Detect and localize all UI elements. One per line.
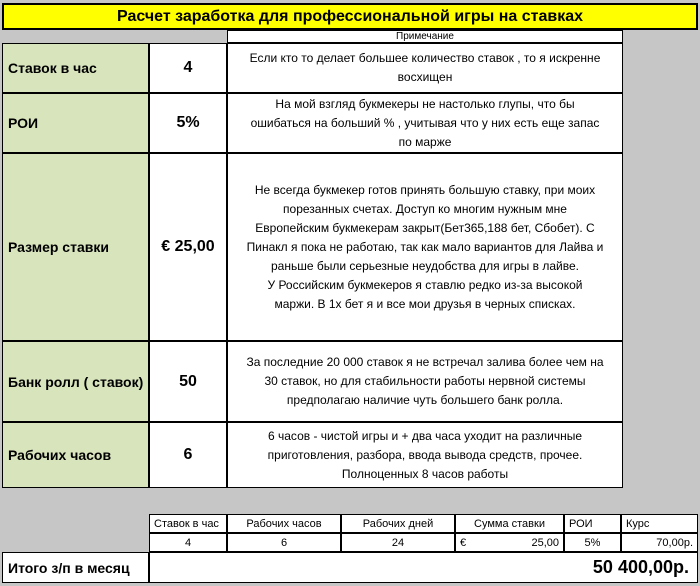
summary-value-stake: 25,00 <box>531 536 559 549</box>
row-value-stake-size: € 25,00 <box>149 153 227 341</box>
row-note-roi <box>227 93 623 153</box>
currency-symbol: € <box>460 536 467 549</box>
total-label: Итого з/п в месяц <box>2 552 149 583</box>
total-value: 50 400,00р. <box>149 552 698 583</box>
summary-header-rate: Курс <box>621 514 698 533</box>
row-value-roi: 5% <box>149 93 227 153</box>
note-line: У Российским букмекеров я ставлю редко из-за высокой <box>267 277 583 292</box>
note-line: порезанных счетах. Доступ ко многим нужным мне <box>283 201 567 216</box>
note-line: За последние 20 000 ставок я не встречал залива более чем на <box>246 355 604 369</box>
note-line: 30 ставок, но для стабильности работы нервной системы <box>264 374 586 388</box>
row-label-bets-per-hour: Ставок в час <box>2 43 149 93</box>
summary-value-roi: 5% <box>564 533 621 552</box>
sheet-title: Расчет заработка для профессиональной игры на ставках <box>2 3 698 30</box>
note-line: маржи. В 1х бет я и все мои друзья в черных списках. <box>274 296 576 311</box>
row-value-working-hours: 6 <box>149 422 227 488</box>
note-line: Европейским букмекерам закрыт(Бет365,188 бет, Сбобет). С <box>255 220 595 235</box>
note-line: Если кто то делает большее количество ставок , то я искренне <box>249 51 601 65</box>
note-line: раньше были серьезные неудобства для игры в лайве. <box>271 258 579 273</box>
row-note-stake-size <box>227 153 623 341</box>
row-label-bankroll: Банк ролл ( ставок) <box>2 341 149 422</box>
note-column-header: Примечание <box>227 30 623 43</box>
note-line: по марже <box>398 134 452 149</box>
summary-header-stake: Сумма ставки <box>455 514 564 533</box>
summary-header-bets-per-hour: Ставок в час <box>149 514 227 533</box>
summary-value-rate: 70,00р. <box>621 533 698 552</box>
note-line: восхищен <box>397 70 453 84</box>
note-line: предполагаю наличие чуть большего банк ролла. <box>286 393 564 407</box>
note-line: На мой взгляд букмекеры не настолько глупы, что бы <box>275 96 575 111</box>
note-line: приготовления, разбора, ввода вывода средств, прочее. <box>267 447 583 462</box>
row-note-bankroll <box>227 341 623 422</box>
row-label-stake-size: Размер ставки <box>2 153 149 341</box>
summary-value-bets-per-hour: 4 <box>149 533 227 552</box>
summary-header-hours: Рабочих часов <box>227 514 341 533</box>
row-value-bets-per-hour: 4 <box>149 43 227 93</box>
note-line: 6 часов - чистой игры и + два часа уходит на различные <box>268 428 582 443</box>
row-note-bets-per-hour <box>227 43 623 93</box>
row-label-roi: РОИ <box>2 93 149 153</box>
note-line: Не всегда букмекер готов принять большую ставку, при моих <box>254 182 596 197</box>
row-note-working-hours <box>227 422 623 488</box>
summary-value-stake-cell <box>455 533 564 552</box>
summary-header-roi: РОИ <box>564 514 621 533</box>
summary-value-hours: 6 <box>227 533 341 552</box>
summary-value-days: 24 <box>341 533 455 552</box>
note-line: Пинакл я пока не работаю, так как мало вариантов для Лайва и <box>246 239 604 254</box>
row-label-working-hours: Рабочих часов <box>2 422 149 488</box>
summary-header-days: Рабочих дней <box>341 514 455 533</box>
row-value-bankroll: 50 <box>149 341 227 422</box>
note-line: Полноценных 8 часов работы <box>341 466 509 481</box>
note-line: ошибаться на больший % , учитывая что у них есть еще запас <box>250 115 600 130</box>
